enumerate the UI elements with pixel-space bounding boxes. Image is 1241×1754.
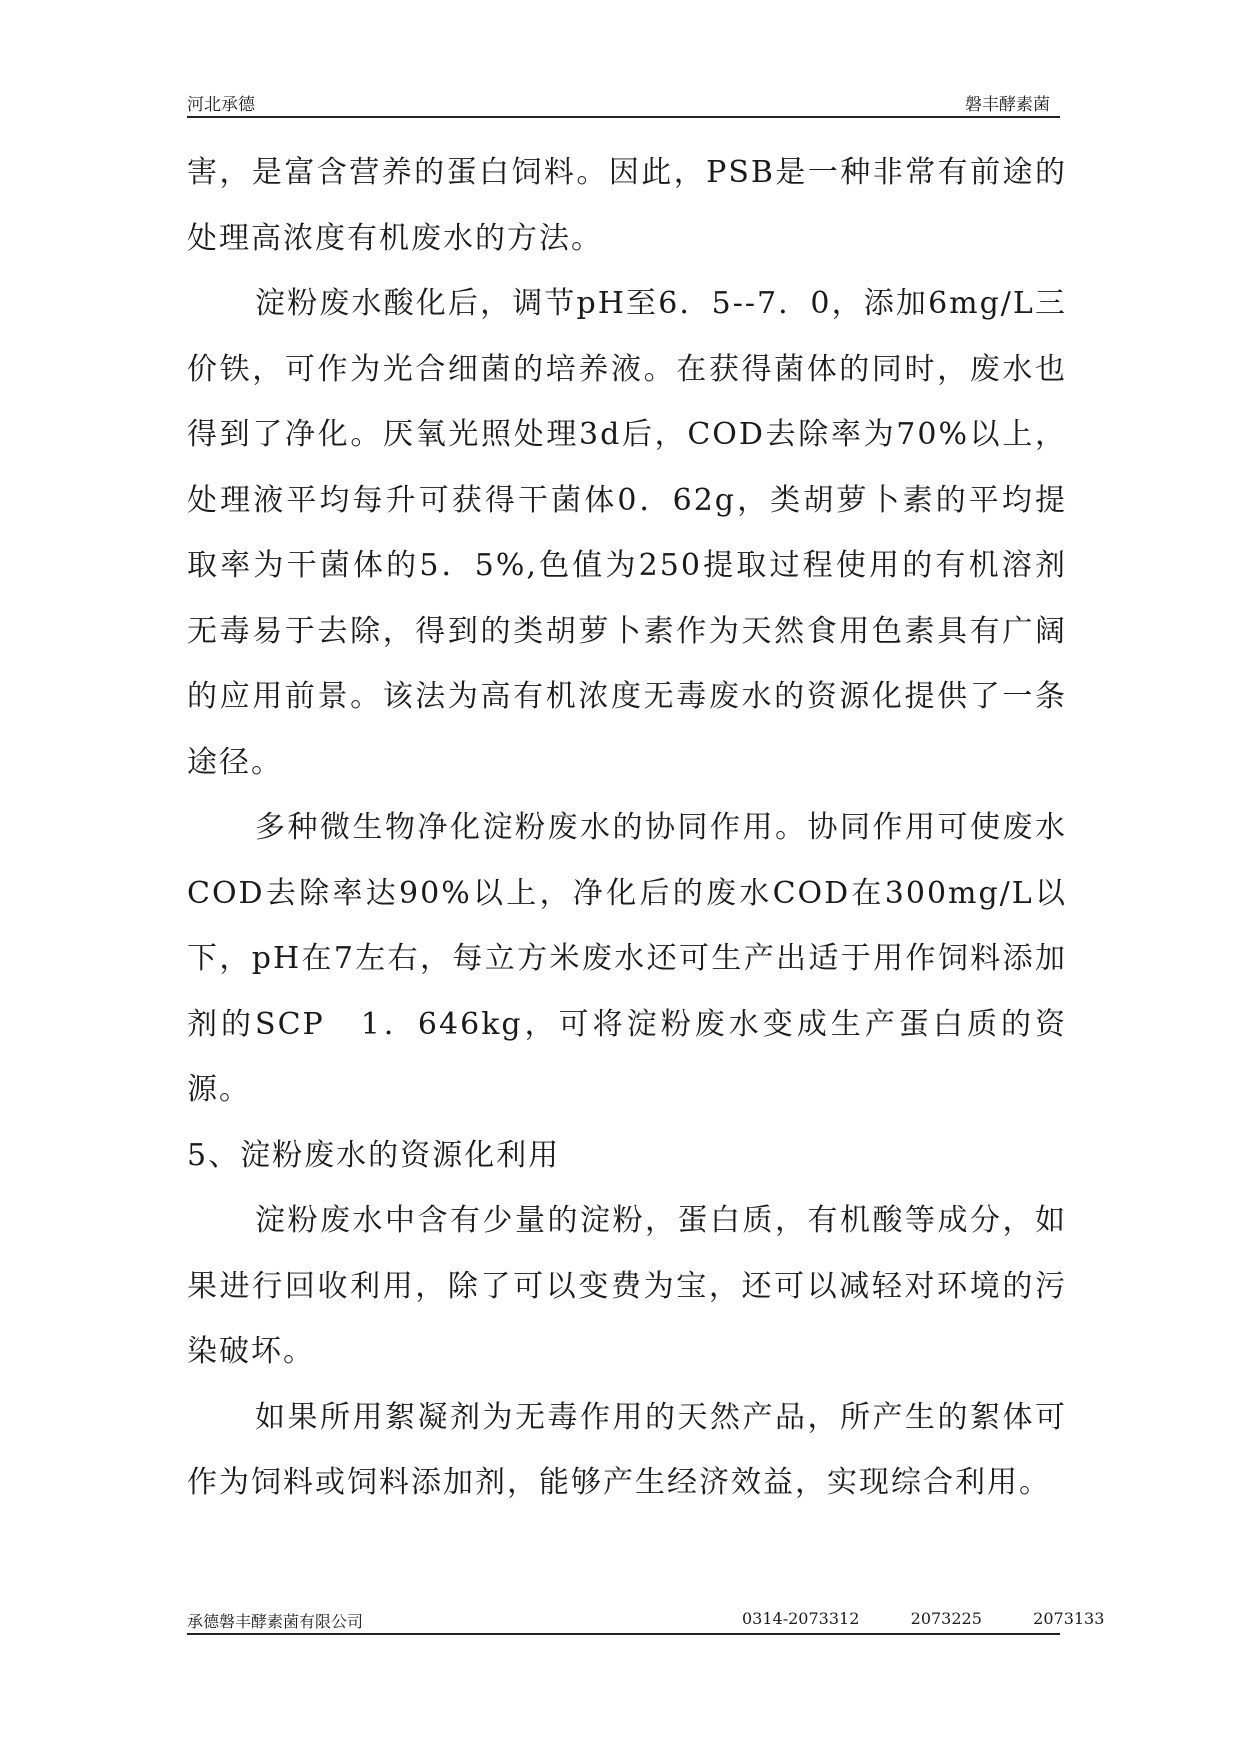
header-brand: 磐丰酵素菌	[965, 95, 1050, 115]
paragraph-synergy: 多种微生物净化淀粉废水的协同作用。协同作用可使废水COD去除率达90%以上，净化后的废水COD在300mg/L以下，pH在7左右，每立方米废水还可生产出适于用作饲料添加剂的SCP 1．646kg，可将淀粉废水变成生产蛋白质的资源。	[187, 810, 1067, 1107]
page-header	[187, 86, 1060, 118]
section-heading: 5、淀粉废水的资源化利用	[187, 1137, 561, 1173]
paragraph-flocculant: 如果所用絮凝剂为无毒作用的天然产品，所产生的絮体可作为饲料或饲料添加剂，能够产生经济效益，实现综合利用。	[187, 1399, 1067, 1500]
footer-company: 承德磐丰酵素菌有限公司	[187, 1612, 364, 1631]
paragraph-recycling: 淀粉废水中含有少量的淀粉，蛋白质，有机酸等成分，如果进行回收利用，除了可以变费为宝，还可以减轻对环境的污染破坏。	[187, 1203, 1067, 1369]
document-body	[187, 140, 1067, 1516]
paragraph-acidification: 淀粉废水酸化后，调节pH至6．5--7．0，添加6mg/L三价铁，可作为光合细菌的培养液。在获得菌体的同时，废水也得到了净化。厌氧光照处理3d后，COD去除率为70%以上，处理液平均每升可获得干菌体0．62g，类胡萝卜素的平均提取率为干菌体的5．5%,色值为250提取过程使用的有机溶剂无毒易于去除，得到的类胡萝卜素作为天然食用色素具有广阔的应用前景。该法为高有机浓度无毒废水的资源化提供了一条途径。	[187, 286, 1067, 780]
paragraph-continuation: 害，是富含营养的蛋白饲料。因此，PSB是一种非常有前途的处理高浓度有机废水的方法。	[187, 155, 1067, 256]
header-location: 河北承德	[187, 95, 255, 115]
footer-phones: 0314-2073312 2073225 2073133	[742, 1609, 1105, 1628]
page-footer	[187, 1607, 1105, 1635]
